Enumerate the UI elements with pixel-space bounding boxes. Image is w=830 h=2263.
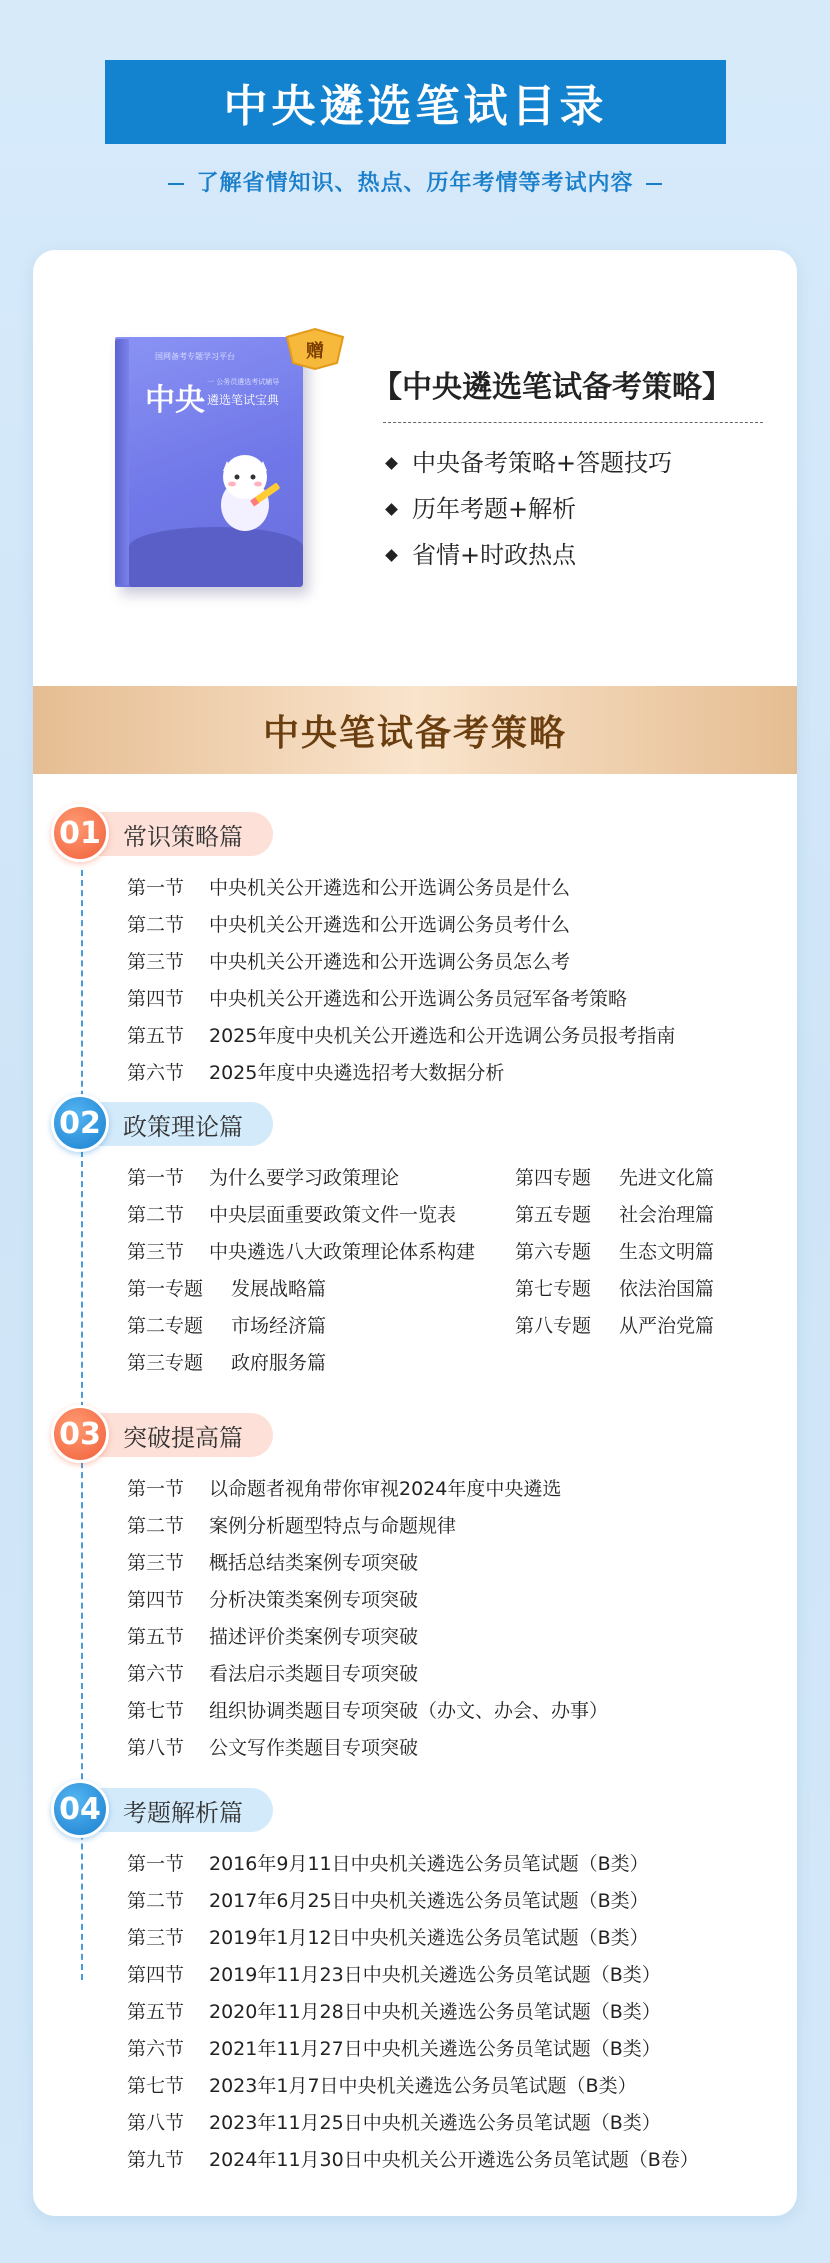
bullet-item: [383, 532, 672, 578]
item-value: 分析决策类案例专项突破: [209, 1589, 419, 1611]
list-item: [127, 1920, 699, 1957]
item-value: 以命题者视角带你审视2024年度中央遴选: [209, 1478, 562, 1500]
item-value: 2017年6月25日中央机关遴选公务员笔试题（B类）: [209, 1890, 649, 1912]
content-card: [33, 250, 797, 2216]
part-items: [127, 1846, 699, 2179]
item-value: 2019年11月23日中央机关遴选公务员笔试题（B类）: [209, 1964, 661, 1986]
list-item: [127, 1994, 699, 2031]
item-key: 第六节: [127, 1663, 185, 1685]
list-item: [127, 2142, 699, 2179]
item-key: 第六专题: [515, 1241, 592, 1263]
item-key: 第七节: [127, 1700, 185, 1722]
dash-right: [646, 183, 662, 185]
item-key: 第五节: [127, 1025, 185, 1047]
book-top-label: 国网备考专题学习平台: [155, 352, 235, 361]
band-title: 中央笔试备考策略: [262, 712, 567, 754]
part-title-pill: [91, 1788, 273, 1832]
list-item: [127, 1055, 675, 1092]
item-value: 中央机关公开遴选和公开选调公务员是什么: [209, 877, 571, 899]
gift-badge-text: 赠: [306, 341, 324, 362]
book-sub-text: 遴选笔试宝典: [207, 393, 280, 407]
item-key: 第四节: [127, 1964, 185, 1986]
item-key: 第五节: [127, 2001, 185, 2023]
item-key: 第四节: [127, 1589, 185, 1611]
item-key: 第三节: [127, 1552, 185, 1574]
list-item: [127, 1619, 608, 1656]
part-title: 考题解析篇: [123, 1798, 243, 1827]
list-item: [127, 1693, 608, 1730]
item-key: 第五专题: [515, 1204, 592, 1226]
list-item: [515, 1197, 714, 1234]
item-value: 中央层面重要政策文件一览表: [209, 1204, 457, 1226]
item-value: 社会治理篇: [619, 1204, 715, 1226]
item-value: 2023年1月7日中央机关遴选公务员笔试题（B类）: [209, 2075, 637, 2097]
list-item: [515, 1308, 714, 1345]
strategy-title: 【中央遴选笔试备考策略】: [372, 370, 732, 405]
part-title-pill: [91, 812, 273, 856]
list-item: [127, 1846, 699, 1883]
item-key: 第一节: [127, 1167, 185, 1189]
item-key: 第一专题: [127, 1278, 204, 1300]
list-item: [127, 1197, 475, 1234]
list-item: [127, 2105, 699, 2142]
list-item: [127, 1308, 475, 1345]
item-value: 为什么要学习政策理论: [209, 1167, 400, 1189]
item-value: 中央机关公开遴选和公开选调公务员冠军备考策略: [209, 988, 628, 1010]
item-key: 第三节: [127, 1241, 185, 1263]
item-value: 2023年11月25日中央机关遴选公务员笔试题（B类）: [209, 2112, 661, 2134]
list-item: [127, 2031, 699, 2068]
strategy-bullets: [383, 440, 672, 578]
item-key: 第四专题: [515, 1167, 592, 1189]
part-title-pill: [91, 1413, 273, 1457]
list-item: [127, 1345, 475, 1382]
part-number-badge: 01: [51, 804, 109, 862]
item-value: 看法启示类题目专项突破: [209, 1663, 419, 1685]
item-key: 第六节: [127, 1062, 185, 1084]
bullet-text: 中央备考策略+答题技巧: [412, 449, 673, 477]
book-big-text: 中央: [145, 383, 205, 418]
item-value: 生态文明篇: [619, 1241, 715, 1263]
item-value: 政府服务篇: [231, 1352, 327, 1374]
bullet-item: [383, 440, 672, 486]
item-value: 发展战略篇: [231, 1278, 327, 1300]
part-items-left: [127, 1160, 475, 1382]
item-key: 第七节: [127, 2075, 185, 2097]
item-key: 第二节: [127, 1515, 185, 1537]
part-title: 常识策略篇: [123, 822, 243, 851]
item-value: 中央遴选八大政策理论体系构建: [209, 1241, 476, 1263]
part-number-badge: 04: [51, 1780, 109, 1838]
page-title: 中央遴选笔试目录: [223, 81, 608, 132]
item-key: 第八节: [127, 1737, 185, 1759]
title-banner: [105, 60, 726, 144]
item-value: 中央机关公开遴选和公开选调公务员怎么考: [209, 951, 571, 973]
list-item: [127, 1656, 608, 1693]
part-number-badge: 02: [51, 1094, 109, 1152]
list-item: [127, 1160, 475, 1197]
diamond-icon: [385, 549, 398, 562]
item-key: 第二节: [127, 914, 185, 936]
item-key: 第五节: [127, 1626, 185, 1648]
item-key: 第三专题: [127, 1352, 204, 1374]
list-item: [515, 1234, 714, 1271]
list-item: [127, 2068, 699, 2105]
list-item: [127, 1271, 475, 1308]
book-spine: [115, 339, 129, 585]
list-item: [127, 1545, 608, 1582]
list-item: [127, 981, 675, 1018]
list-item: [127, 1957, 699, 1994]
item-value: 2020年11月28日中央机关遴选公务员笔试题（B类）: [209, 2001, 661, 2023]
list-item: [127, 907, 675, 944]
item-value: 描述评价类案例专项突破: [209, 1626, 419, 1648]
dash-left: [168, 183, 184, 185]
item-key: 第二专题: [127, 1315, 204, 1337]
item-value: 2021年11月27日中央机关遴选公务员笔试题（B类）: [209, 2038, 661, 2060]
item-value: 市场经济篇: [231, 1315, 327, 1337]
mascot-illustration: [205, 447, 285, 537]
item-value: 案例分析题型特点与命题规律: [209, 1515, 457, 1537]
item-key: 第七专题: [515, 1278, 592, 1300]
part-title-pill: [91, 1102, 273, 1146]
diamond-icon: [385, 457, 398, 470]
list-item: [127, 1508, 608, 1545]
item-key: 第六节: [127, 2038, 185, 2060]
bullet-text: 省情+时政热点: [412, 541, 577, 569]
item-value: 从严治党篇: [619, 1315, 715, 1337]
bullet-text: 历年考题+解析: [412, 495, 577, 523]
list-item: [127, 1730, 608, 1767]
item-value: 中央机关公开遴选和公开选调公务员考什么: [209, 914, 571, 936]
book-sub-top: 一 公务员遴选考试辅导: [207, 378, 280, 386]
list-item: [127, 1471, 608, 1508]
item-key: 第八专题: [515, 1315, 592, 1337]
item-value: 2025年度中央机关公开遴选和公开选调公务员报考指南: [209, 1025, 676, 1047]
item-key: 第四节: [127, 988, 185, 1010]
item-value: 公文写作类题目专项突破: [209, 1737, 419, 1759]
item-value: 2019年1月12日中央机关遴选公务员笔试题（B类）: [209, 1927, 649, 1949]
item-key: 第一节: [127, 877, 185, 899]
book-cover: [115, 337, 303, 587]
part-title: 政策理论篇: [123, 1112, 243, 1141]
item-value: 2024年11月30日中央机关公开遴选公务员笔试题（B卷）: [209, 2149, 699, 2171]
item-value: 2016年9月11日中央机关遴选公务员笔试题（B类）: [209, 1853, 649, 1875]
part-items-right: [515, 1160, 714, 1345]
list-item: [127, 944, 675, 981]
item-key: 第九节: [127, 2149, 185, 2171]
strategy-separator: [383, 422, 763, 423]
list-item: [127, 1234, 475, 1271]
item-key: 第三节: [127, 1927, 185, 1949]
list-item: [127, 1883, 699, 1920]
list-item: [515, 1160, 714, 1197]
list-item: [127, 1582, 608, 1619]
item-key: 第一节: [127, 1478, 185, 1500]
item-key: 第二节: [127, 1890, 185, 1912]
item-value: 2025年度中央遴选招考大数据分析: [209, 1062, 505, 1084]
part-title: 突破提高篇: [123, 1423, 243, 1452]
item-value: 概括总结类案例专项突破: [209, 1552, 419, 1574]
list-item: [515, 1271, 714, 1308]
item-key: 第八节: [127, 2112, 185, 2134]
item-key: 第一节: [127, 1853, 185, 1875]
item-value: 组织协调类题目专项突破（办文、办会、办事）: [209, 1700, 609, 1722]
part-number-badge: 03: [51, 1405, 109, 1463]
item-key: 第二节: [127, 1204, 185, 1226]
part-items: [127, 870, 675, 1092]
section-band: [33, 686, 797, 774]
item-value: 依法治国篇: [619, 1278, 715, 1300]
page-subtitle: 了解省情知识、热点、历年考情等考试内容: [196, 171, 634, 196]
item-key: 第三节: [127, 951, 185, 973]
gift-badge: [283, 325, 347, 371]
subtitle-line: [0, 166, 830, 197]
list-item: [127, 1018, 675, 1055]
diamond-icon: [385, 503, 398, 516]
part-items: [127, 1471, 608, 1767]
book-cover-image: [105, 337, 324, 587]
list-item: [127, 870, 675, 907]
bullet-item: [383, 486, 672, 532]
item-value: 先进文化篇: [619, 1167, 715, 1189]
